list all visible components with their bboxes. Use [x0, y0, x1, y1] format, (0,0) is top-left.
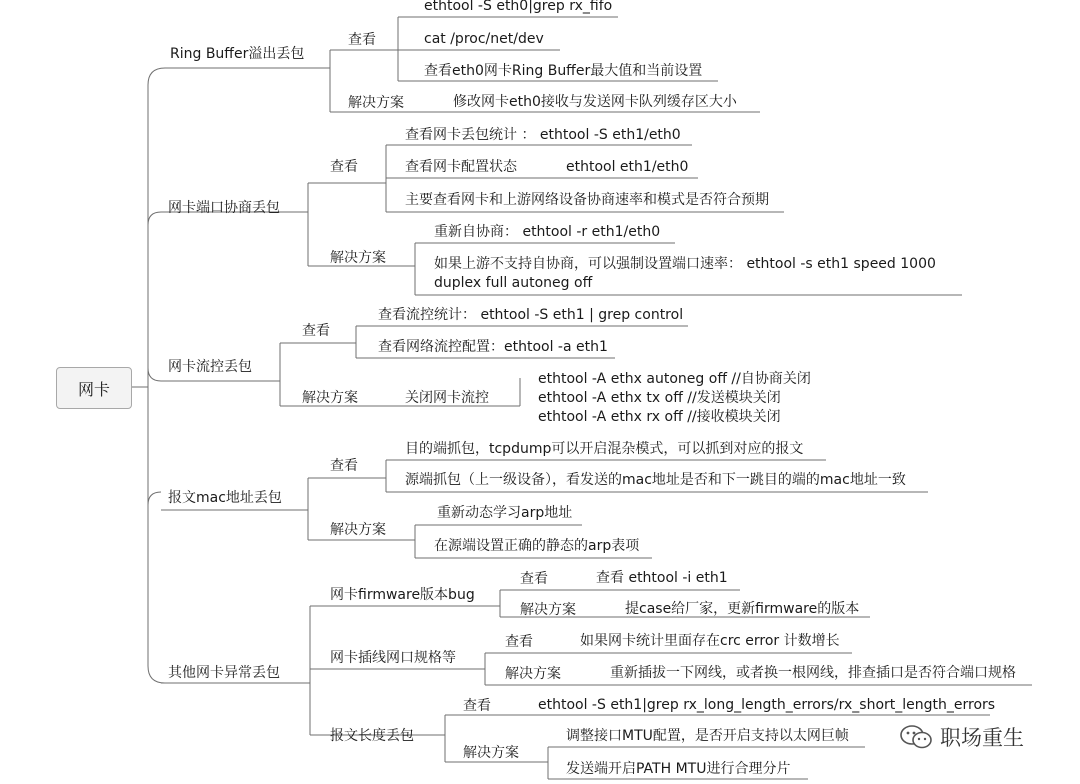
firmware-check-1: 查看 ethtool -i eth1 — [596, 570, 728, 586]
flow-control-solve-2: ethtool -A ethx tx off //发送模块关闭 — [538, 390, 781, 406]
branch-other: 其他网卡异常丢包 — [168, 665, 280, 681]
port-negotiation-solve-1: 重新自协商： ethtool -r eth1/eth0 — [434, 224, 661, 240]
flow-control-solve-title: 关闭网卡流控 — [405, 390, 489, 406]
ring-buffer-solve-1: 修改网卡eth0接收与发送网卡队列缓存区大小 — [453, 94, 737, 110]
root-label: 网卡 — [77, 379, 110, 399]
flow-control-check-2: 查看网络流控配置：ethtool -a eth1 — [378, 339, 608, 355]
cable-solve: 解决方案 — [505, 666, 561, 682]
branch-mac-address: 报文mac地址丢包 — [168, 490, 282, 506]
wechat-icon — [900, 724, 932, 750]
ring-buffer-check-2: cat /proc/net/dev — [424, 31, 544, 47]
flow-control-check: 查看 — [302, 323, 330, 339]
mac-solve-1: 重新动态学习arp地址 — [437, 505, 573, 521]
length-solve-2: 发送端开启PATH MTU进行合理分片 — [566, 761, 791, 777]
cable-check: 查看 — [505, 634, 533, 650]
port-negotiation-solve: 解决方案 — [330, 250, 386, 266]
mac-solve-2: 在源端设置正确的静态的arp表项 — [434, 538, 640, 554]
branch-port-negotiation: 网卡端口协商丢包 — [168, 200, 280, 216]
ring-buffer-check: 查看 — [348, 32, 376, 48]
ring-buffer-solve: 解决方案 — [348, 95, 404, 111]
port-negotiation-check: 查看 — [330, 159, 358, 175]
port-negotiation-solve-2a: 如果上游不支持自协商，可以强制设置端口速率： ethtool -s eth1 speed 1000 — [434, 256, 936, 272]
length-check: 查看 — [463, 698, 491, 714]
root-node — [56, 367, 132, 409]
branch-ring-buffer: Ring Buffer溢出丢包 — [170, 46, 305, 62]
mac-check-2: 源端抓包（上一级设备），看发送的mac地址是否和下一跳目的端的mac地址一致 — [405, 472, 906, 488]
flow-control-solve-3: ethtool -A ethx rx off //接收模块关闭 — [538, 409, 781, 425]
length-check-1: ethtool -S eth1|grep rx_long_length_errors/rx_short_length_errors — [538, 697, 996, 713]
port-negotiation-solve-2b: duplex full autoneg off — [434, 275, 593, 291]
watermark-text: 职场重生 — [940, 726, 1024, 750]
port-negotiation-check-2b: ethtool eth1/eth0 — [566, 159, 689, 175]
port-negotiation-check-2a: 查看网卡配置状态 — [405, 159, 517, 175]
port-negotiation-check-3: 主要查看网卡和上游网络设备协商速率和模式是否符合预期 — [405, 192, 769, 208]
flow-control-solve-1: ethtool -A ethx autoneg off //自协商关闭 — [538, 371, 811, 387]
cable-title: 网卡插线网口规格等 — [330, 650, 456, 666]
mac-check: 查看 — [330, 458, 358, 474]
flow-control-check-1: 查看流控统计： ethtool -S eth1 | grep control — [378, 307, 684, 323]
watermark — [900, 722, 1024, 752]
length-solve-1: 调整接口MTU配置，是否开启支持以太网巨帧 — [566, 728, 849, 744]
flow-control-solve: 解决方案 — [302, 390, 358, 406]
branch-flow-control: 网卡流控丢包 — [168, 359, 252, 375]
firmware-solve: 解决方案 — [520, 602, 576, 618]
firmware-solve-1: 提case给厂家，更新firmware的版本 — [625, 601, 860, 617]
length-title: 报文长度丢包 — [330, 728, 414, 744]
port-negotiation-check-1: 查看网卡丢包统计 ： ethtool -S eth1/eth0 — [405, 127, 681, 143]
mac-check-1: 目的端抓包，tcpdump可以开启混杂模式，可以抓到对应的报文 — [405, 441, 804, 457]
cable-solve-1: 重新插拔一下网线，或者换一根网线，排查插口是否符合端口规格 — [610, 665, 1016, 681]
firmware-check: 查看 — [520, 571, 548, 587]
firmware-title: 网卡firmware版本bug — [330, 587, 475, 603]
ring-buffer-check-3: 查看eth0网卡Ring Buffer最大值和当前设置 — [424, 63, 703, 79]
mac-solve: 解决方案 — [330, 522, 386, 538]
ring-buffer-check-1: ethtool -S eth0|grep rx_fifo — [424, 0, 613, 14]
cable-check-1: 如果网卡统计里面存在crc error 计数增长 — [580, 633, 840, 649]
length-solve: 解决方案 — [463, 745, 519, 761]
